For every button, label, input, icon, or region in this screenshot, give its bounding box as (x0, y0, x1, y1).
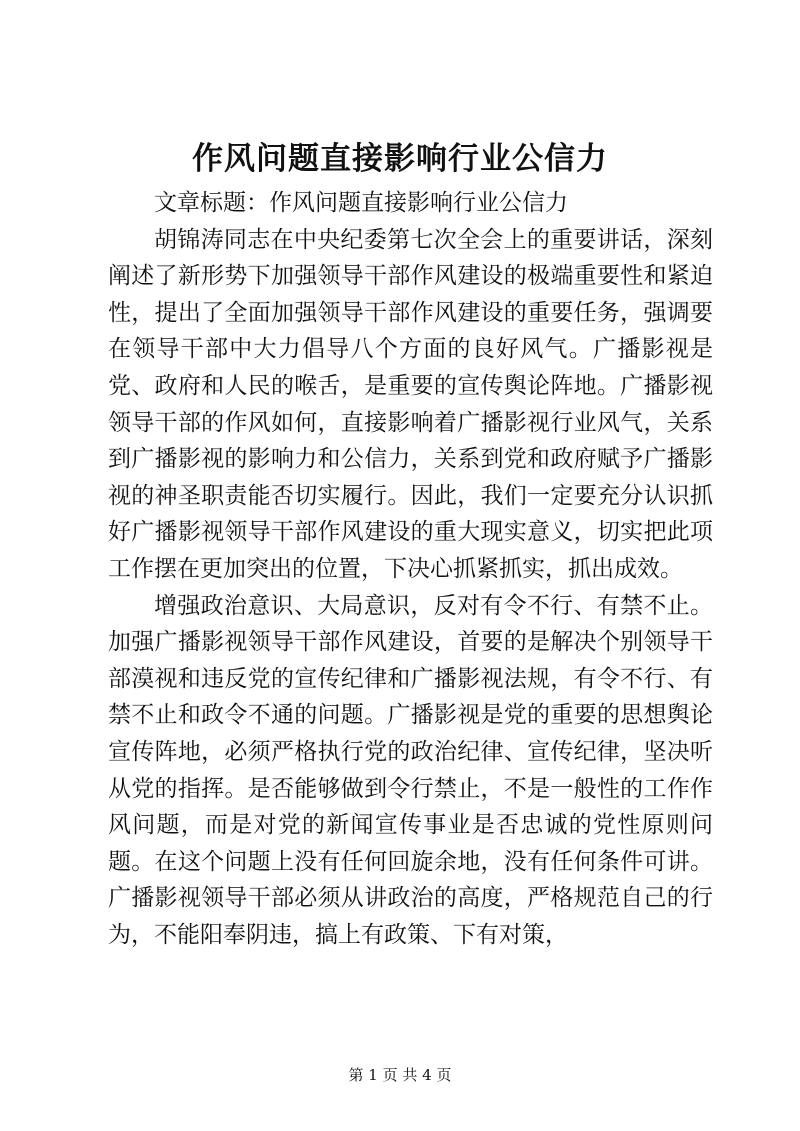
page-footer: 第 1 页 共 4 页 (348, 1066, 452, 1084)
paragraph-article-title: 文章标题：作风问题直接影响行业公信力 (154, 190, 568, 216)
paragraph-2: 增强政治意识、大局意识，反对有令不行、有禁不止。加强广播影视领导干部作风建设，首要的是解决个别领导干部漠视和违反党的宣传纪律和广播影视法规，有令不行、有禁不止和政令不通的问题。广播影视是党的重要的思想舆论宣传阵地，必须严格执行党的政治纪律、宣传纪律，坚决听从党的指挥。是否能够做到令行禁止，不是一般性的工作作风问题，而是对党的新闻宣传事业是否忠诚的党性原则问题。在这个问题上没有任何回旋余地，没有任何条件可讲。广播影视领导干部必须从讲政治的高度，严格规范自己的行为，不能阳奉阴违，搞上有政策、下有对策， (108, 592, 713, 948)
document-body (108, 185, 713, 953)
document-title: 作风问题直接影响行业公信力 (192, 141, 608, 177)
paragraph-1: 胡锦涛同志在中央纪委第七次全会上的重要讲话，深刻阐述了新形势下加强领导干部作风建设的极端重要性和紧迫性，提出了全面加强领导干部作风建设的重要任务，强调要在领导干部中大力倡导八个方面的良好风气。广播影视是党、政府和人民的喉舌，是重要的宣传舆论阵地。广播影视领导干部的作风如何，直接影响着广播影视行业风气，关系到广播影视的影响力和公信力，关系到党和政府赋予广播影视的神圣职责能否切实履行。因此，我们一定要充分认识抓好广播影视领导干部作风建设的重大现实意义，切实把此项工作摆在更加突出的位置，下决心抓紧抓实，抓出成效。 (108, 226, 713, 582)
